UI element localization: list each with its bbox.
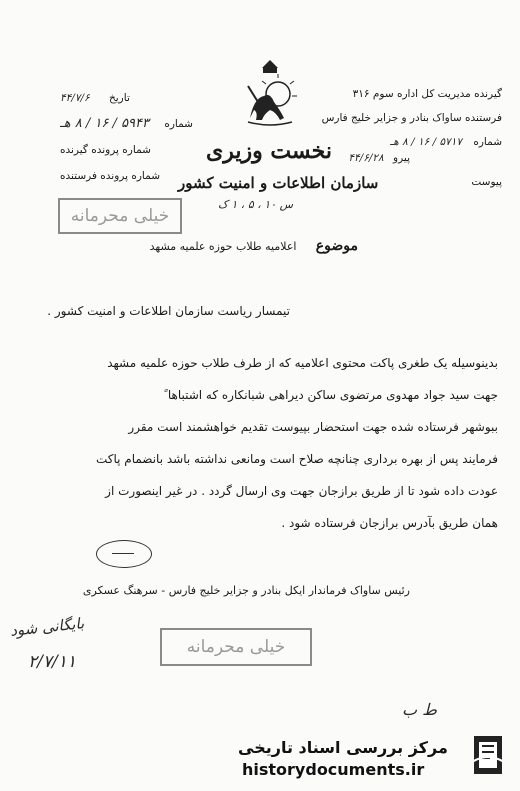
watermark-url: historydocuments.ir <box>242 760 425 779</box>
emblem-title: نخست وزیری <box>206 138 332 164</box>
enclosure-label: پیوست <box>471 176 502 188</box>
number-right-row <box>390 136 502 148</box>
subject-label: موضوع <box>315 238 358 254</box>
number-left-label: شماره <box>164 118 193 130</box>
addressee: تیمسار ریاست سازمان اطلاعات و امنیت کشور . <box>47 304 290 318</box>
body-line-6: همان طریق بآدرس برازجان فرستاده شود . <box>281 516 498 530</box>
sender-line: فرستنده ساواک بنادر و جزایر خلیج فارس <box>321 112 502 124</box>
watermark-logo-icon <box>468 732 508 778</box>
subject-value: اعلامیه طلاب حوزه علمیه مشهد <box>149 240 297 253</box>
body-line-3: ببوشهر فرستاده شده جهت استحضار بپیوست تقدیم خواهشمند است مقرر <box>128 420 498 434</box>
classification-stamp: خیلی محرمانه <box>58 198 182 234</box>
sender-file-label: شماره پرونده فرستنده <box>60 170 160 182</box>
body-line-2: جهت سید جواد مهدوی مرتضوی ساکن دیراهی شبانکاره که اشتباها ً <box>164 388 498 402</box>
subject-row <box>150 238 358 254</box>
date-label: تاریخ <box>108 92 130 104</box>
body-line-5: عودت داده شود تا از طریق برازجان جهت وی ارسال گردد . در غیر اینصورت از <box>105 484 498 498</box>
emblem-code: س ۱۰ ، ۵ ، ۱ ک <box>218 198 294 211</box>
attachment-label: پیرو <box>393 152 410 164</box>
number-right-label: شماره <box>473 136 502 148</box>
date-row <box>60 92 130 104</box>
attachment-value: ۴۴/۶/۲۸ <box>348 152 384 164</box>
margin-note-date: ۲/۷/۱۱ <box>28 652 76 672</box>
lion-and-sun-emblem <box>240 58 300 128</box>
receiver-file-label: شماره پرونده گیرنده <box>60 144 151 156</box>
bottom-initials: ط ب <box>402 700 437 719</box>
emblem-subtitle: سازمان اطلاعات و امنیت کشور <box>178 174 379 192</box>
attachment-row <box>348 152 410 164</box>
number-left-value: ۵۹۴۳ / ۱۶ / ۸ هـ <box>60 116 149 131</box>
body-line-4: فرمایند پس از بهره برداری چنانچه صلاح است ومانعی نداشته باشد بانضمام پاکت <box>95 452 498 466</box>
oval-mark <box>96 540 152 568</box>
date-value: ۴۴/۷/۶ <box>60 92 90 104</box>
oval-mark-line <box>112 553 134 554</box>
number-left-row <box>60 116 193 131</box>
body-line-1: بدینوسیله یک طغری پاکت محتوی اعلامیه که از طرف طلاب حوزه علمیه مشهد <box>107 356 498 370</box>
watermark-title: مرکز بررسی اسناد تاریخی <box>238 738 448 757</box>
signature: رئیس ساواک فرماندار ایکل بنادر و جزایر خلیج فارس - سرهنگ عسکری <box>82 584 410 597</box>
number-right-value: ۵۷۱۷ / ۱۶ / ۸ هـ <box>390 136 463 148</box>
recipient-line: گیرنده مدیریت کل اداره سوم ۳۱۶ <box>352 88 502 100</box>
margin-note: بایگانی شود <box>9 614 85 640</box>
bottom-classification-stamp: خیلی محرمانه <box>160 628 312 666</box>
letter-body <box>82 356 498 546</box>
